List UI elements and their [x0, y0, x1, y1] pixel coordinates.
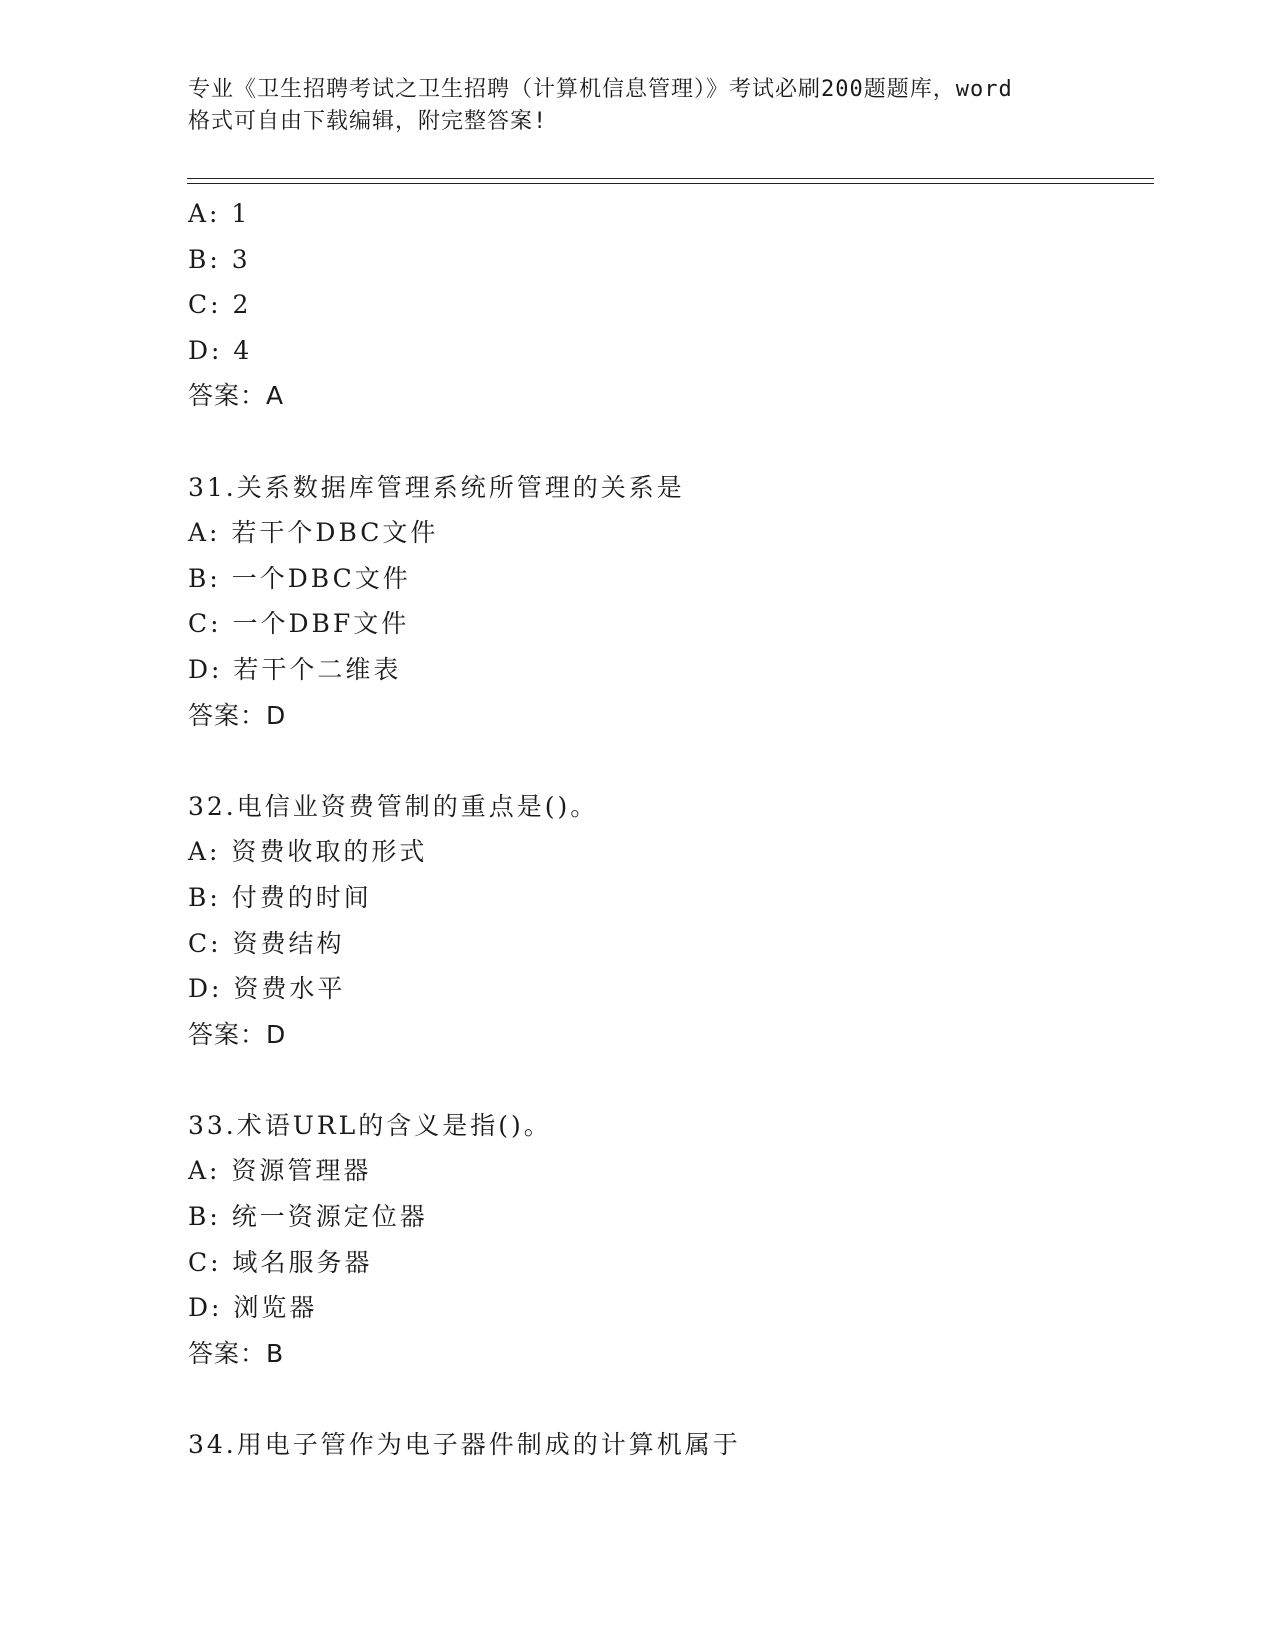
option-c: C: 一个DBF文件	[188, 609, 410, 639]
question-title: 32.电信业资费管制的重点是()。	[188, 791, 599, 821]
option-b: B: 一个DBC文件	[188, 563, 411, 593]
question-block-34	[188, 1422, 1148, 1468]
question-title: 33.术语URL的含义是指()。	[188, 1110, 552, 1140]
answer: 答案：B	[188, 1338, 285, 1368]
header-line-1: 专业《卫生招聘考试之卫生招聘（计算机信息管理）》考试必刷200题题库，word	[188, 77, 1013, 102]
question-block-33	[188, 1103, 1148, 1377]
spacer	[188, 1057, 1148, 1103]
option-d: D: 浏览器	[188, 1293, 318, 1323]
document-header	[188, 74, 1088, 138]
option-d: D: 若干个二维表	[188, 654, 402, 684]
question-block-31	[188, 465, 1148, 739]
option-c: C: 域名服务器	[188, 1247, 373, 1277]
question-title: 34.用电子管作为电子器件制成的计算机属于	[188, 1430, 741, 1460]
option-c: C: 2	[188, 290, 252, 320]
option-a: A: 资费收取的形式	[188, 837, 428, 867]
answer: 答案：D	[188, 1019, 287, 1049]
question-block-prev	[188, 191, 1148, 419]
option-d: D: 资费水平	[188, 974, 346, 1004]
spacer	[188, 738, 1148, 784]
header-rule-bottom	[187, 183, 1154, 184]
question-list	[188, 191, 1148, 1468]
option-b: B: 付费的时间	[188, 882, 372, 912]
answer: 答案：D	[188, 700, 287, 730]
spacer	[188, 419, 1148, 465]
header-rule-top	[187, 178, 1154, 179]
option-d: D: 4	[188, 335, 253, 365]
answer: 答案：A	[188, 381, 285, 411]
option-a: A: 资源管理器	[188, 1156, 372, 1186]
question-block-32	[188, 784, 1148, 1058]
option-b: B: 3	[188, 244, 251, 274]
option-b: B: 统一资源定位器	[188, 1202, 428, 1232]
question-title: 31.关系数据库管理系统所管理的关系是	[188, 472, 685, 502]
option-a: A: 若干个DBC文件	[188, 518, 439, 548]
option-c: C: 资费结构	[188, 928, 345, 958]
option-a: A: 1	[188, 199, 251, 228]
spacer	[188, 1376, 1148, 1422]
header-line-2: 格式可自由下载编辑，附完整答案!	[188, 109, 548, 134]
